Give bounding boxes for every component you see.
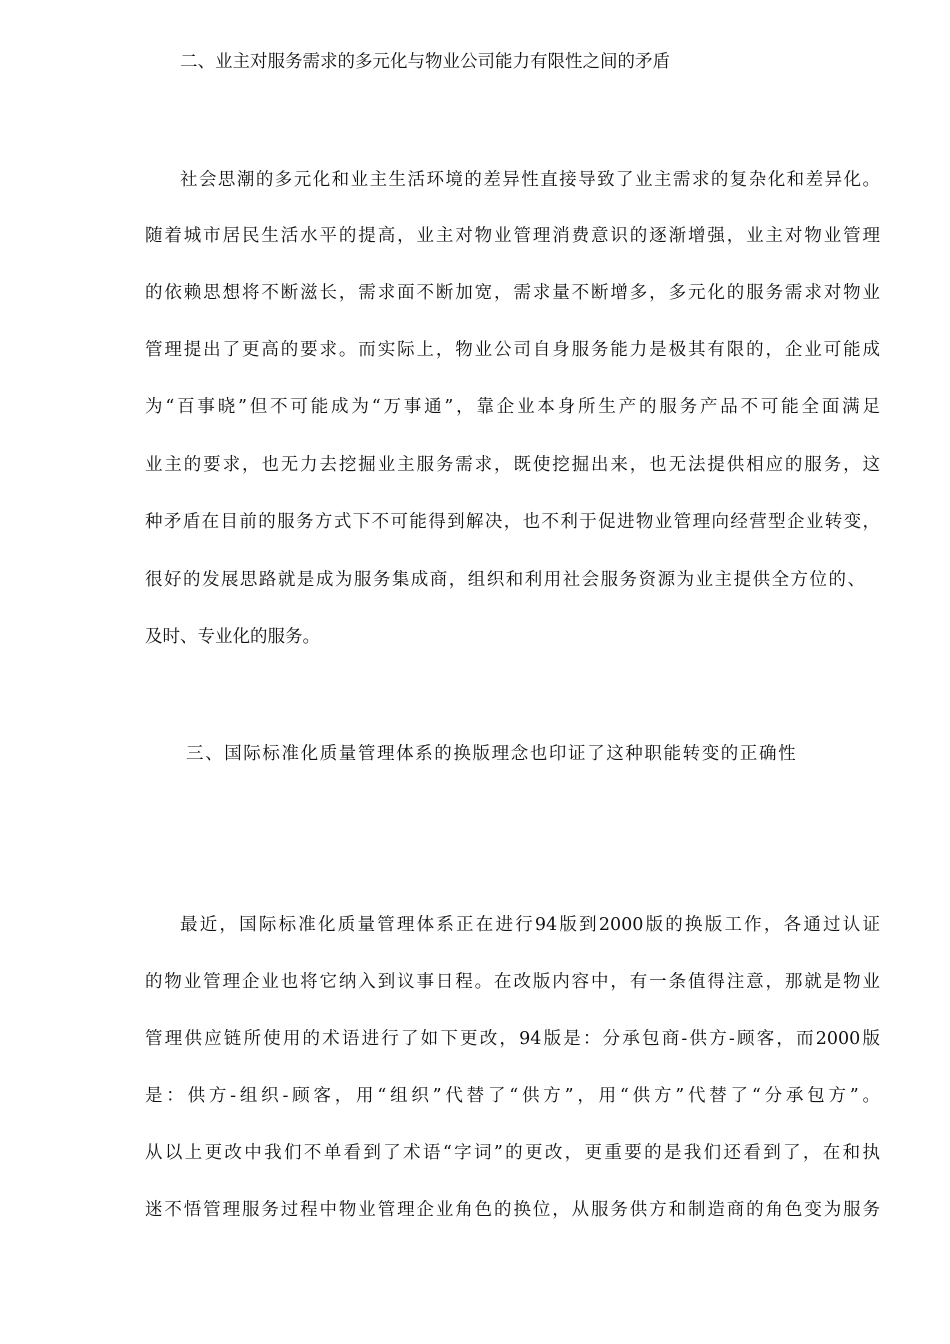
paragraph-line: 业主的要求，也无力去挖掘业主服务需求，既使挖掘出来，也无法提供相应的服务，这 <box>145 455 880 475</box>
paragraph-line: 社会思潮的多元化和业主生活环境的差异性直接导致了业主需求的复杂化和差异化。 <box>180 170 880 190</box>
paragraph-line: 很好的发展思路就是成为服务集成商，组织和利用社会服务资源为业主提供全方位的、 <box>145 570 865 590</box>
section-3-heading: 三、国际标准化质量管理体系的换版理念也印证了这种职能转变的正确性 <box>186 744 798 764</box>
paragraph-line: 最近，国际标准化质量管理体系正在进行94版到2000版的换版工作，各通过认证 <box>180 915 880 935</box>
paragraph-line: 是：供方-组织-顾客，用“组织”代替了“供方”，用“供方”代替了“分承包方”。 <box>145 1086 880 1106</box>
paragraph-line: 管理供应链所使用的术语进行了如下更改，94版是：分承包商-供方-顾客，而2000版 <box>145 1029 880 1049</box>
paragraph-line: 的物业管理企业也将它纳入到议事日程。在改版内容中，有一条值得注意，那就是物业 <box>145 972 880 992</box>
paragraph-line: 从以上更改中我们不单看到了术语“字词”的更改，更重要的是我们还看到了，在和执 <box>145 1143 880 1163</box>
section-2-heading: 二、业主对服务需求的多元化与物业公司能力有限性之间的矛盾 <box>180 52 670 72</box>
paragraph-line: 为“百事晓”但不可能成为“万事通”，靠企业本身所生产的服务产品不可能全面满足 <box>145 397 880 417</box>
paragraph-line: 的依赖思想将不断滋长，需求面不断加宽，需求量不断增多，多元化的服务需求对物业 <box>145 283 880 303</box>
paragraph-line: 随着城市居民生活水平的提高，业主对物业管理消费意识的逐渐增强，业主对物业管理 <box>145 226 880 246</box>
paragraph-line: 种矛盾在目前的服务方式下不可能得到解决，也不利于促进物业管理向经营型企业转变， <box>145 512 880 532</box>
paragraph-line: 管理提出了更高的要求。而实际上，物业公司自身服务能力是极其有限的，企业可能成 <box>145 340 880 360</box>
paragraph-line: 迷不悟管理服务过程中物业管理企业角色的换位，从服务供方和制造商的角色变为服务 <box>145 1200 880 1220</box>
paragraph-line: 及时、专业化的服务。 <box>145 627 320 647</box>
